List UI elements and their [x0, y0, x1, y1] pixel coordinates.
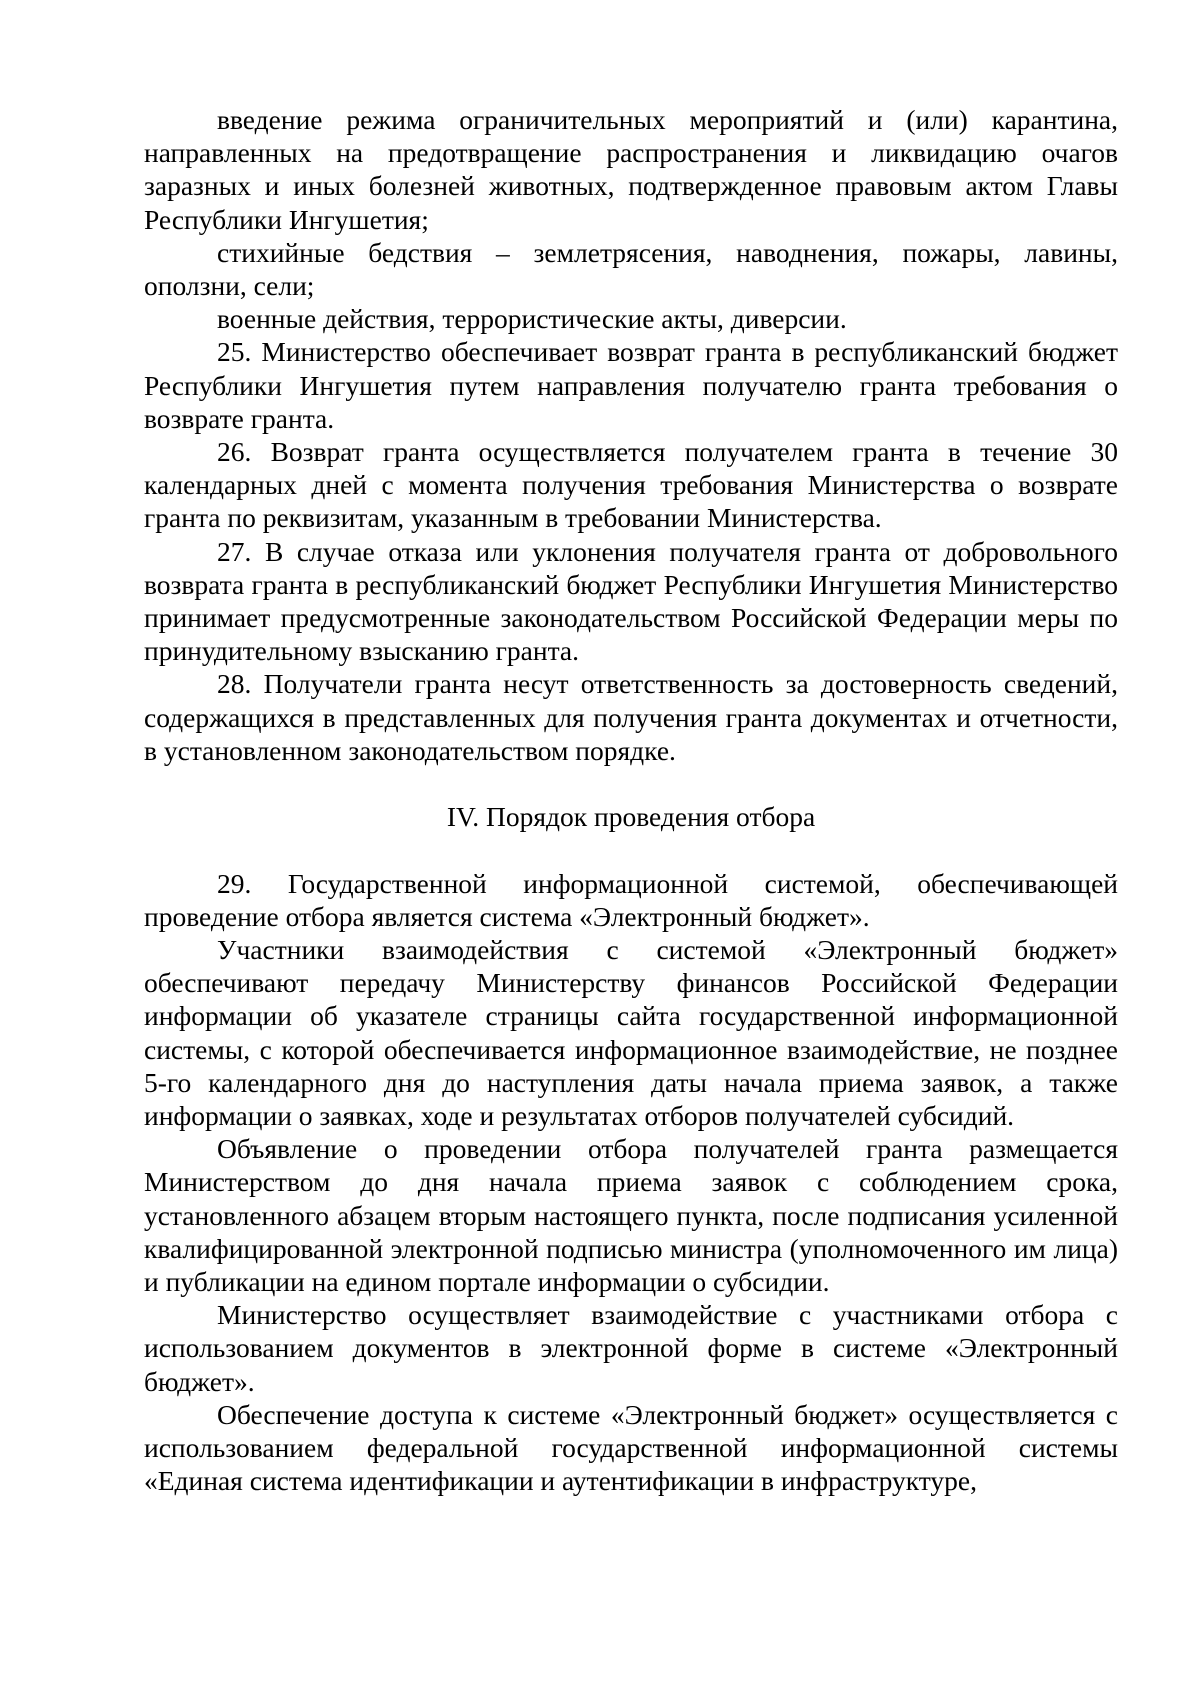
paragraph-quarantine: введение режима ограничительных мероприятий и (или) карантина, направленных на предотвращение распространения и ликвидацию очагов заразных и иных болезней животных, подтвержденное правовым актом Главы Республики Ингушетия;	[144, 104, 1118, 235]
paragraph-clause-25: 25. Министерство обеспечивает возврат гранта в республиканский бюджет Республики Ингушетия путем направления получателю гранта требования о возврате гранта.	[144, 336, 1118, 434]
paragraph-clause-26: 26. Возврат гранта осуществляется получателем гранта в течение 30 календарных дней с момента получения требования Министерства о возврате гранта по реквизитам, указанным в требовании Министерства.	[144, 436, 1118, 534]
paragraph-participants: Участники взаимодействия с системой «Электронный бюджет» обеспечивают передачу Министерству финансов Российской Федерации информации об указателе страницы сайта государственной информационной системы, с которой обеспечивается информационное взаимодействие, не позднее 5-го календарного дня до наступления даты начала приема заявок, а также информации о заявках, ходе и результатах отборов получателей субсидий.	[144, 934, 1118, 1132]
paragraph-announcement: Объявление о проведении отбора получателей гранта размещается Министерством до дня начала приема заявок с соблюдением срока, установленного абзацем вторым настоящего пункта, после подписания усиленной квалифицированной электронной подписью министра (уполномоченного им лица) и публикации на едином портале информации о субсидии.	[144, 1133, 1118, 1298]
paragraph-access: Обеспечение доступа к системе «Электронный бюджет» осуществляется с использованием федеральной государственной информационной системы «Единая система идентификации и аутентификации в инфраструктуре,	[144, 1398, 1118, 1497]
paragraph-clause-29: 29. Государственной информационной системой, обеспечивающей проведение отбора является система «Электронный бюджет».	[144, 867, 1118, 932]
paragraph-natural-disasters: стихийные бедствия – землетрясения, наводнения, пожары, лавины, оползни, сели;	[144, 236, 1118, 302]
paragraph-clause-27: 27. В случае отказа или уклонения получателя гранта от добровольного возврата гранта в республиканский бюджет Республики Ингушетия Министерство принимает предусмотренные законодательством Российской Федерации меры по принудительному взысканию гранта.	[144, 535, 1118, 667]
paragraph-clause-28: 28. Получатели гранта несут ответственность за достоверность сведений, содержащихся в представленных для получения гранта документах и отчетности, в установленном законодательством порядке.	[144, 668, 1118, 766]
paragraph-interaction: Министерство осуществляет взаимодействие с участниками отбора с использованием документов в электронной форме в системе «Электронный бюджет».	[144, 1299, 1118, 1397]
paragraph-military-actions: военные действия, террористические акты, диверсии.	[217, 303, 847, 335]
document-page	[144, 103, 1118, 1498]
section-heading: IV. Порядок проведения отбора	[446, 801, 816, 833]
